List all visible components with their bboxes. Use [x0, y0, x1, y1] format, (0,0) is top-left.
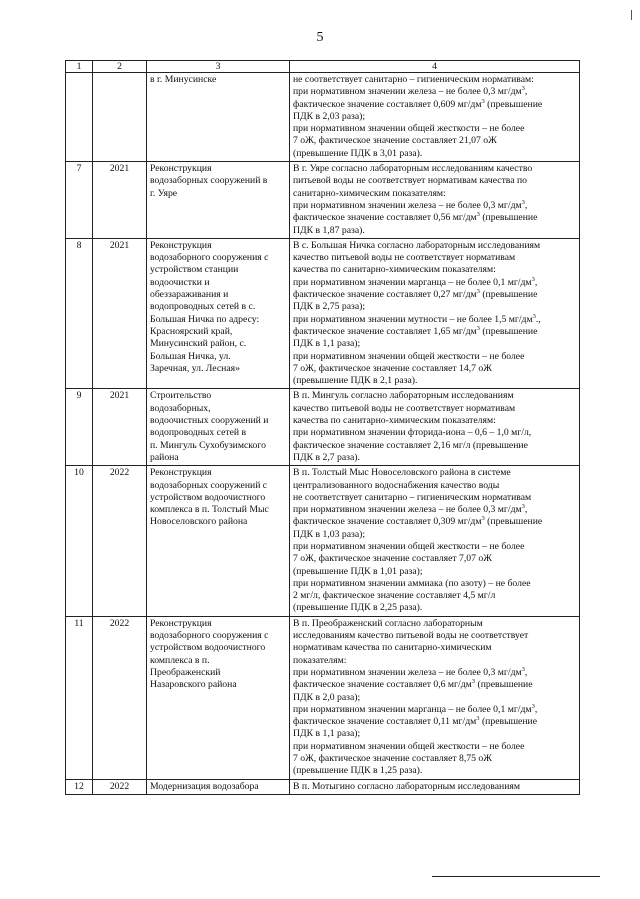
unit-superscript: 3 [521, 198, 525, 206]
row-number-cell: 7 [66, 162, 93, 239]
description-text: при нормативном значении железа – не более 0,3 мг/дм [293, 666, 522, 678]
description-line: ПДК в 2,0 раза); [293, 691, 361, 703]
description-line [293, 99, 576, 111]
unit-superscript: 3 [481, 515, 485, 523]
description-line: В с. Большая Ничка согласно лабораторным исследованиям [293, 239, 541, 251]
table-header-row [66, 61, 580, 73]
unit-superscript: 3 [481, 97, 485, 105]
page-number: 5 [316, 30, 324, 45]
object-line: Реконструкция [150, 163, 212, 175]
description-text: фактическое значение составляет 0,27 мг/дм [293, 289, 477, 301]
object-line: водозаборного сооружения с [150, 252, 269, 264]
description-text: (превышение [479, 716, 538, 728]
table-row [66, 779, 580, 794]
description-line: В п. Преображенский согласно лабораторным [293, 617, 483, 629]
object-line: комплекса в п. Толстый Мыс [150, 504, 269, 516]
document-table [65, 60, 580, 795]
description-line: исследованиям качество питьевой воды не соответствует [293, 630, 529, 642]
description-text: при нормативном значении железа – не более 0,3 мг/дм [293, 199, 522, 211]
object-line: водозаборных сооружений с [150, 479, 268, 491]
row-object-cell [147, 616, 290, 779]
row-number-cell: 10 [66, 466, 93, 617]
description-text: при нормативном значении железа – не более 0,3 мг/дм [293, 86, 522, 98]
table-row [66, 389, 580, 466]
row-year-cell: 2021 [93, 389, 147, 466]
description-line: 7 оЖ, фактическое значение составляет 8,75 оЖ [293, 753, 492, 765]
row-year-cell: 2022 [93, 779, 147, 794]
row-object-cell [147, 73, 290, 162]
footer-rule [432, 876, 600, 877]
object-line: Реконструкция [150, 239, 212, 251]
table-body [66, 61, 580, 795]
description-line: (превышение ПДК в 2,1 раза). [293, 375, 418, 387]
description-text: при нормативном значении марганца – не более 0,1 мг/дм [293, 276, 532, 288]
object-line: Минусинский район, с. [150, 338, 247, 350]
description-line: В п. Толстый Мыс Новоселовского района в системе [293, 467, 511, 479]
description-line: ПДК в 1,87 раза). [293, 224, 365, 236]
description-line [293, 516, 576, 528]
object-line: устройством водоочистного [150, 642, 266, 654]
description-line [293, 86, 576, 98]
row-number-cell: 9 [66, 389, 93, 466]
description-text: , [534, 276, 538, 288]
description-line: 7 оЖ, фактическое значение составляет 7,07 оЖ [293, 553, 492, 565]
description-line: В п. Мотыгино согласно лабораторным исследованиям [293, 780, 520, 792]
row-object-cell [147, 466, 290, 617]
description-text: ., [535, 313, 541, 325]
description-line: при нормативном значении аммиака (по азоту) – не более [293, 577, 531, 589]
description-text: фактическое значение составляет 0,11 мг/дм [293, 716, 477, 728]
object-line: п. Мингуль Сухобузимского [150, 439, 266, 451]
description-line: нормативам качества по санитарно-химическим [293, 642, 492, 654]
description-line [293, 277, 576, 289]
description-line: ПДК в 1,03 раза); [293, 528, 366, 540]
description-text: при нормативном значении железа – не более 0,3 мг/дм [293, 504, 522, 516]
description-line: 7 оЖ, фактическое значение составляет 21,07 оЖ [293, 135, 497, 147]
description-text: при нормативном значении марганца – не более 0,1 мг/дм [293, 703, 532, 715]
description-line: 7 оЖ, фактическое значение составляет 14,7 оЖ [293, 362, 492, 374]
unit-superscript: 3 [521, 85, 525, 93]
header-cell-4: 4 [290, 61, 580, 73]
object-line: водозаборных, [150, 402, 211, 414]
row-year-cell: 2022 [93, 616, 147, 779]
description-line: (превышение ПДК в 3,01 раза). [293, 147, 423, 159]
row-object-cell [147, 779, 290, 794]
object-line: водозаборного сооружения с [150, 630, 269, 642]
description-text: , [524, 504, 528, 516]
description-text: при нормативном значении мутности – не более 1,5 мг/дм [293, 313, 533, 325]
description-text: фактическое значение составляет 0,609 мг/дм [293, 98, 482, 110]
description-line: не соответствует санитарно – гигиеническим нормативам: [293, 74, 534, 85]
description-line: централизованного водоснабжения качество воды [293, 479, 500, 491]
object-line: Модернизация водозабора [150, 780, 259, 792]
table-row [66, 238, 580, 389]
row-description-cell [290, 466, 580, 617]
row-number-cell [66, 73, 93, 162]
row-number-cell: 8 [66, 238, 93, 389]
description-line [293, 212, 576, 224]
description-line: (превышение ПДК в 1,25 раза). [293, 765, 423, 777]
row-year-cell [93, 73, 147, 162]
row-description-cell [290, 238, 580, 389]
table-row [66, 162, 580, 239]
object-line: Реконструкция [150, 617, 212, 629]
row-year-cell: 2022 [93, 466, 147, 617]
description-text: (превышение [479, 325, 538, 337]
row-description-cell [290, 73, 580, 162]
row-object-cell [147, 162, 290, 239]
description-line [293, 326, 576, 338]
description-line: качество питьевой воды не соответствует нормативам [293, 252, 516, 264]
description-text: , [534, 703, 538, 715]
unit-superscript: 3 [532, 312, 536, 320]
header-cell-3: 3 [147, 61, 290, 73]
object-line: обеззараживания и [150, 289, 229, 301]
table-row [66, 616, 580, 779]
description-line: ПДК в 2,7 раза). [293, 451, 360, 463]
description-text: , [524, 86, 528, 98]
object-line: водоочистки и [150, 276, 210, 288]
description-line: ПДК в 2,03 раза); [293, 110, 366, 122]
description-line [293, 667, 576, 679]
description-line: при нормативном значении фторида-иона – 0,6 – 1,0 мг/л, [293, 427, 532, 439]
description-text: (превышение [475, 679, 533, 691]
object-line: устройством станции [150, 264, 239, 276]
object-line: Красноярский край, [150, 325, 233, 337]
object-line: района [150, 451, 179, 463]
object-line: водозаборных сооружений в [150, 175, 268, 187]
description-line: качество питьевой воды не соответствует нормативам [293, 402, 516, 414]
unit-superscript: 3 [476, 324, 480, 332]
description-line [293, 504, 576, 516]
description-line: показателям: [293, 654, 347, 666]
unit-superscript: 3 [531, 702, 535, 710]
object-line: Большая Ничка, ул. [150, 350, 231, 362]
description-line [293, 200, 576, 212]
row-object-cell [147, 389, 290, 466]
row-year-cell: 2021 [93, 162, 147, 239]
unit-superscript: 3 [476, 715, 480, 723]
description-text: фактическое значение составляет 0,6 мг/дм [293, 679, 472, 691]
row-description-cell [290, 616, 580, 779]
description-line: ПДК в 2,75 раза); [293, 301, 366, 313]
object-line: Заречная, ул. Лесная» [150, 362, 240, 374]
header-cell-2: 2 [93, 61, 147, 73]
object-line: Большая Ничка по адресу: [150, 313, 260, 325]
description-line: при нормативном значении общей жесткости – не более [293, 123, 525, 135]
description-text: фактическое значение составляет 1,65 мг/дм [293, 325, 477, 337]
row-year-cell: 2021 [93, 238, 147, 389]
description-line [293, 704, 576, 716]
row-description-cell [290, 162, 580, 239]
description-line: при нормативном значении общей жесткости – не более [293, 540, 525, 552]
description-line [293, 679, 576, 691]
description-text: (превышение [484, 98, 543, 110]
description-text: фактическое значение составляет 0,309 мг/дм [293, 516, 482, 528]
unit-superscript: 3 [476, 288, 480, 296]
description-line: (превышение ПДК в 2,25 раза). [293, 602, 423, 614]
description-line: питьевой воды не соответствует нормативам качества по [293, 175, 527, 187]
object-line: г. Уяре [150, 187, 178, 199]
description-line: ПДК в 1,1 раза); [293, 728, 361, 740]
object-line: комплекса в п. [150, 654, 210, 666]
row-description-cell [290, 389, 580, 466]
table-row [66, 73, 580, 162]
unit-superscript: 3 [471, 678, 476, 686]
description-line: В г. Уяре согласно лабораторным исследованиям качество [293, 163, 533, 175]
object-line: водопроводных сетей в [150, 427, 247, 439]
description-text: , [524, 666, 528, 678]
row-number-cell: 12 [66, 779, 93, 794]
description-line: санитарно-химическим показателям: [293, 187, 446, 199]
unit-superscript: 3 [476, 211, 480, 219]
unit-superscript: 3 [531, 275, 535, 283]
object-line: Реконструкция [150, 467, 212, 479]
description-line [293, 289, 576, 301]
object-line: Новоселовского района [150, 516, 248, 528]
object-line: Строительство [150, 390, 212, 402]
description-text: , [524, 199, 528, 211]
row-number-cell: 11 [66, 616, 93, 779]
description-line: ПДК в 1,1 раза); [293, 338, 361, 350]
unit-superscript: 3 [521, 503, 525, 511]
description-text: (превышение [479, 289, 538, 301]
description-line: фактическое значение составляет 2,16 мг/л (превышение [293, 439, 528, 451]
description-line [293, 314, 576, 326]
object-line: водопроводных сетей в с. [150, 301, 256, 313]
description-text: (превышение [484, 516, 543, 528]
object-line: Назаровского района [150, 679, 237, 691]
row-object-cell [147, 238, 290, 389]
description-line: при нормативном значении общей жесткости – не более [293, 740, 525, 752]
description-text: фактическое значение составляет 0,56 мг/дм [293, 212, 477, 224]
description-text: (превышение [479, 212, 538, 224]
description-line: (превышение ПДК в 1,01 раза); [293, 565, 423, 577]
object-line: Преображенский [150, 666, 221, 678]
description-line: качества по санитарно-химическим показателям: [293, 264, 496, 276]
object-line: в г. Минусинске [150, 74, 217, 85]
description-line: не соответствует санитарно – гигиеническим нормативам [293, 491, 532, 503]
description-line: В п. Мингуль согласно лабораторным исследованиям [293, 390, 514, 402]
table-row [66, 466, 580, 617]
object-line: водоочистных сооружений и [150, 415, 269, 427]
description-line: 2 мг/л, фактическое значение составляет 4,5 мг/л [293, 590, 496, 602]
description-line: при нормативном значении общей жесткости – не более [293, 350, 525, 362]
unit-superscript: 3 [521, 665, 525, 673]
row-description-cell [290, 779, 580, 794]
header-cell-1: 1 [66, 61, 93, 73]
description-line: качества по санитарно-химическим показателям: [293, 415, 496, 427]
description-line [293, 716, 576, 728]
page-corner-mark [631, 10, 632, 20]
object-line: устройством водоочистного [150, 491, 266, 503]
